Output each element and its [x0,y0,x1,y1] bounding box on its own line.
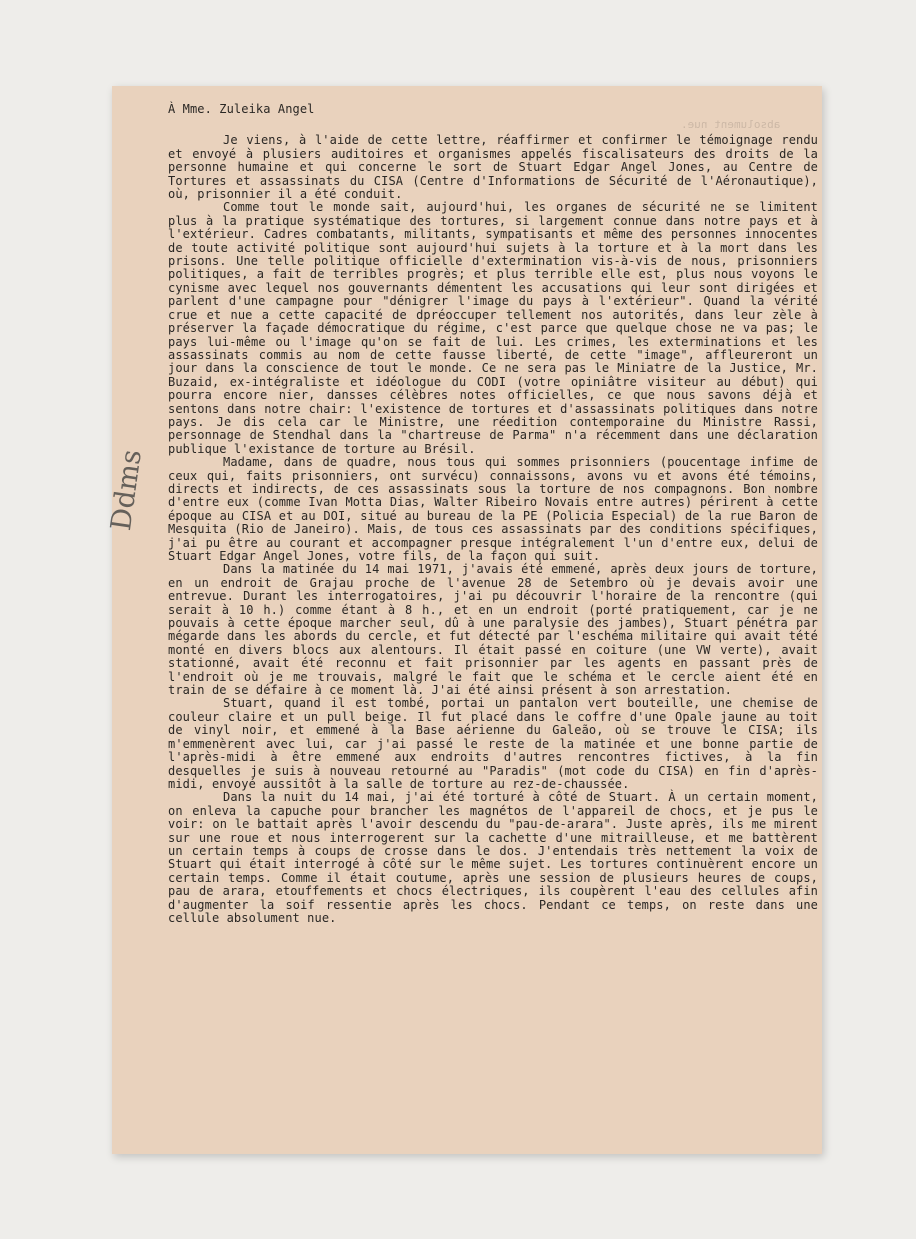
paragraph-1: Je viens, à l'aide de cette lettre, réaffirmer et confirmer le témoignage rendu et envoyé à plusiers auditoires et organismes appelés fiscalisateurs des droits de la personne humaine et qui concerne le sort de Stuart Edgar Angel Jones, au Centre de Tortures et assassinats du CISA (Centre d'Informations de Sécurité de l'Aéronautique), où, prisonnier il a été conduit. [168,133,818,202]
paragraph-6: Dans la nuit du 14 mai, j'ai été torturé à côté de Stuart. À un certain moment, on enleva la capuche pour brancher les magnétos de l'appareil de chocs, et je pus le voir: on le battait après l'avoir descendu du "pau-de-arara". Juste après, ils me mirent sur une roue et nous interrogerent sur la cachette d'une mitrailleuse, et me battèrent un certain temps à coups de crosse dans le dos. J'entendais très nettement la voix de Stuart qui était interrogé à côté sur le même sujet. Les tortures continuèrent encore un certain temps. Comme il était coutume, après une session de plusieurs heures de coups, pau de arara, etouffements et chocs électriques, ils coupèrent l'eau des cellules afin d'augmenter la soif ressentie après les chocs. Pendant ce temps, on reste dans une cellule absolument nue. [168,790,818,925]
paragraph-3: Madame, dans de quadre, nous tous qui sommes prisonniers (poucentage infime de ceux qui, faits prisonniers, ont survécu) connaissons, avons vu et avons été témoins, directs et indirects, de ces assassinats sous la torture de nos compagnons. Bon nombre d'entre eux (comme Ivan Motta Dias, Walter Ribeiro Novais entre autres) périrent à cette époque au CISA et au DOI, situé au bureau de la PE (Policia Especial) de la rue Baron de Mesquita (Rio de Janeiro). Mais, de tous ces assassinats par des conditions spécifiques, j'ai pu être au courant et accompagner presque intégralement l'un d'entre eux, delui de Stuart Edgar Angel Jones, votre fils, de la façon qui suit. [168,455,818,563]
salutation: À Mme. Zuleika Angel [168,102,315,116]
paragraph-2: Comme tout le monde sait, aujourd'hui, les organes de sécurité ne se limitent plus à la pratique systématique des tortures, si largement connue dans notre pays et à l'extérieur. Cadres combatants, militants, sympatisants et même des personnes innocentes de toute activité politique sont aujourd'hui sujets à la torture et à la mort dans les prisons. Une telle politique officielle d'extermination vis-à-vis de nous, prisonniers politiques, a fait de terribles progrès; et plus terrible elle est, plus nous voyons le cynisme avec lequel nos gouvernants démentent les accusations qui leur sont dirigées et parlent d'une campagne pour "dénigrer l'image du pays à l'extérieur". Quand la vérité crue et nue a cette capacité de dpréoccuper tellement nos autorités, dans leur zèle à préserver la façade démocratique du régime, c'est parce que quelque chose ne va pas; le pays lui-même ou l'image qu'on se fait de lui. Les crimes, les exterminations et les assassinats commis au nom de cette fausse liberté, de cette "image", affleureront un jour dans la conscience de tout le monde. Ce ne sera pas le Miniatre de la Justice, Mr. Buzaid, ex-intégraliste et idéologue du CODI (votre opiniâtre visiteur au début) qui pourra encore nier, dansses célèbres notes officielles, ce que nous savons déjà et sentons dans notre chair: l'existence de tortures et d'assassinats politiques dans notre pays. Je dis cela car le Ministre, une réedition contemporaine du Ministre Rassi, personnage de Stendhal dans la "chartreuse de Parma" n'a récemment dans une déclaration publique l'existance de torture au Brésil. [168,200,818,456]
paragraph-5: Stuart, quand il est tombé, portai un pantalon vert bouteille, une chemise de couleur claire et un pull beige. Il fut placé dans le coffre d'une Opale jaune au toit de vinyl noir, et emmené à la Base aérienne du Galeão, où se trouve le CISA; ils m'emmenèrent avec lui, car j'ai passé le reste de la matinée et une bonne partie de l'après-midi à être emmené aux endroits d'autres rencontres fictives, à la fin desquelles je suis à nouveau retourné au "Paradis" (mot code du CISA) en fin d'après-midi, envoyé aussitôt à la salle de torture au rez-de-chaussée. [168,696,818,791]
paragraph-4: Dans la matinée du 14 mai 1971, j'avais été emmené, après deux jours de torture, en un endroit de Grajau proche de l'avenue 28 de Setembro où je devais avoir une entrevue. Durant les interrogatoires, j'ai pu découvrir l'horaire de la rencontre (qui serait à 10 h.) comme étant à 8 h., et en un endroit (porté pratiquement, car je ne pouvais à cette époque marcher seul, dû à une paralysie des jambes), Stuart pénétra par mégarde dans les abords du cercle, et fut détecté par l'eschéma militaire qui avait tété monté en divers blocs aux alentours. Il était passé en coiture (une VW verte), avait stationné, avait été reconnu et fait prisonnier par les agents en passant près de l'endroit où je me trouvais, malgré le fait que le schéma et le cercle aient été en train de se défaire à ce moment là. J'ai été ainsi présent à son arrestation. [168,562,818,698]
bleed-through-text: absolument nue. [680,118,780,131]
letter-body [168,103,818,925]
handwritten-margin-note: Ddms [104,447,148,533]
